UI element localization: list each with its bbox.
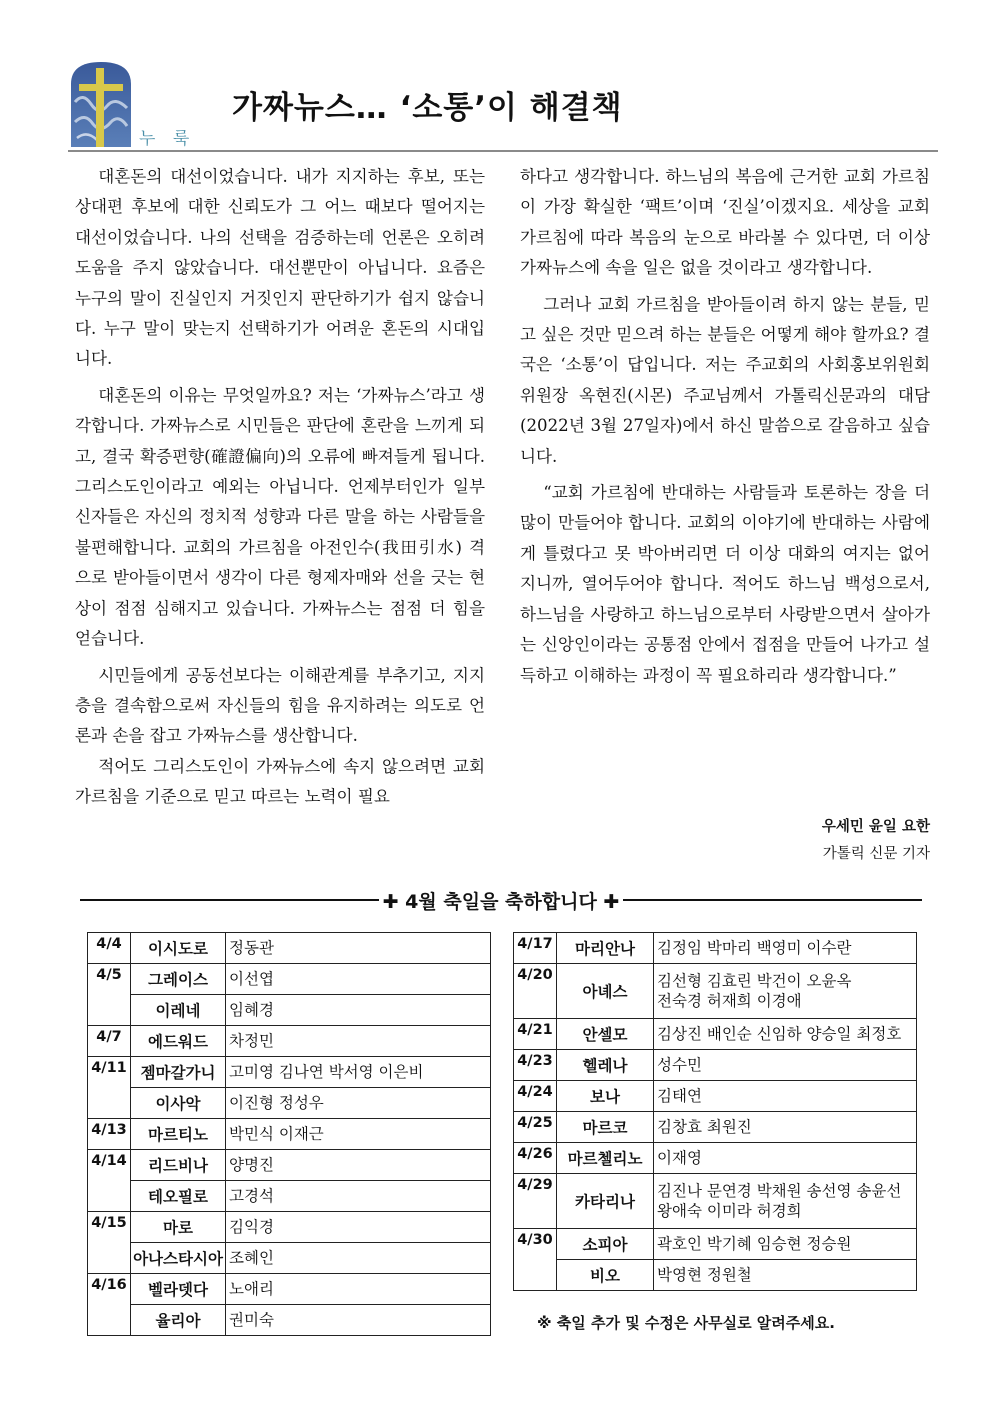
banner-line-right [623,899,922,901]
feast-date: 4/14 [88,1150,131,1212]
feast-row [514,1260,917,1291]
feast-row [514,1143,917,1174]
byline-affiliation: 가톨릭 신문 기자 [822,846,930,862]
feast-names-line: 임혜경 [229,1001,274,1019]
feast-names-line: 김진나 문연경 박채원 송선영 송윤선 [657,1182,902,1200]
feast-date: 4/25 [514,1112,557,1143]
feast-saint: 이사악 [131,1088,226,1119]
article-paragraph: 그러나 교회 가르침을 받아들이려 하지 않는 분들, 믿고 싶은 것만 믿으려 하는 분들은 어떻게 해야 할까요? 결국은 ‘소통’이 답입니다. 저는 주교회의 사회홍보위원회 위원장 옥현진(시몬) 주교님께서 가톨릭신문과의 대담(2022년 3월 27일자)에서 하신 말씀으로 갈음하고 싶습니다. [520,294,930,466]
feast-saint: 테오필로 [131,1181,226,1212]
feast-names-line: 정동관 [229,939,274,957]
feast-names [226,1119,491,1150]
article-paragraph: 대혼돈의 대선이었습니다. 내가 지지하는 후보, 또는 상대편 후보에 대한 신뢰도가 그 어느 때보다 떨어지는 대선이었습니다. 나의 선택을 검증하는데 언론은 오히려 도움을 주지 않았습니다. 대선뿐만이 아닙니다. 요즘은 누구의 말이 진실인지 거짓인지 판단하기가 쉽지 않습니다. 누구 말이 맞는지 선택하기가 어려운 혼돈의 시대입니다. [75,167,485,369]
feast-saint: 보나 [557,1081,654,1112]
feast-date: 4/24 [514,1081,557,1112]
feast-names [226,1212,491,1243]
feast-row [514,1112,917,1143]
feast-names [654,1143,917,1174]
feast-row [88,1088,491,1119]
feast-names-line: 왕애숙 이미라 허경희 [657,1202,802,1220]
feast-names [226,1026,491,1057]
feast-saint: 마로 [131,1212,226,1243]
feast-names [226,995,491,1026]
feast-date: 4/13 [88,1119,131,1150]
feast-row [88,1305,491,1336]
feast-names-line: 이재영 [657,1149,702,1167]
article-paragraph: 적어도 그리스도인이 가짜뉴스에 속지 않으려면 교회 가르침을 기준으로 믿고 따르는 노력이 필요 [75,756,485,807]
feast-saint: 마르티노 [131,1119,226,1150]
feast-table-left [87,932,491,1336]
feast-names [226,1181,491,1212]
feast-names [654,964,917,1019]
article-left-column [75,162,485,819]
feast-names-line: 곽호인 박기혜 임승현 정승원 [657,1235,852,1253]
feast-table-right [513,932,917,1291]
feast-saint: 마르첼리노 [557,1143,654,1174]
feast-names [226,964,491,995]
feast-banner [80,884,922,916]
feast-saint: 아녜스 [557,964,654,1019]
feast-names [654,1050,917,1081]
feast-names-line: 김익경 [229,1218,274,1236]
feast-row [514,1050,917,1081]
church-window-logo-icon [71,62,131,147]
feast-date: 4/4 [88,933,131,964]
byline-author: 우세민 윤일 요한 [821,819,930,835]
feast-row [514,964,917,1019]
feast-row [88,995,491,1026]
feast-saint: 젬마갈가니 [131,1057,226,1088]
feast-names [654,1260,917,1291]
feast-names-line: 김상진 배인순 신임하 양승일 최정호 [657,1025,902,1043]
feast-saint: 소피아 [557,1229,654,1260]
feast-row [88,1274,491,1305]
feast-banner-title: ✚ 4월 축일을 축하합니다 ✚ [382,890,620,913]
feast-row [88,1243,491,1274]
logo-label: 누 룩 [139,129,196,149]
feast-names [226,1305,491,1336]
feast-names [226,1088,491,1119]
feast-names [226,1057,491,1088]
feast-names [654,1174,917,1229]
feast-names [654,1112,917,1143]
feast-names [654,1019,917,1050]
feast-date: 4/11 [88,1057,131,1119]
feast-names [226,1150,491,1181]
feast-note: ※ 축일 추가 및 수정은 사무실로 알려주세요. [537,1314,835,1332]
feast-row [88,1150,491,1181]
feast-date: 4/16 [88,1274,131,1336]
feast-names [226,933,491,964]
feast-row [514,933,917,964]
feast-names [226,1274,491,1305]
feast-date: 4/20 [514,964,557,1019]
banner-line-left [80,899,379,901]
feast-names-line: 고경석 [229,1187,274,1205]
feast-saint: 카타리나 [557,1174,654,1229]
feast-row [88,1181,491,1212]
feast-row [514,1229,917,1260]
feast-saint: 마르코 [557,1112,654,1143]
feast-row [88,1119,491,1150]
byline [822,814,930,868]
feast-names-line: 김태연 [657,1087,702,1105]
article-paragraph: 시민들에게 공동선보다는 이해관계를 부추기고, 지지층을 결속함으로써 자신들의 힘을 유지하려는 의도로 언론과 손을 잡고 가짜뉴스를 생산합니다. [75,665,485,746]
feast-date: 4/30 [514,1229,557,1291]
feast-names-line: 성수민 [657,1056,702,1074]
feast-row [514,1081,917,1112]
feast-names-line: 권미숙 [229,1311,274,1329]
feast-row [514,1019,917,1050]
feast-date: 4/26 [514,1143,557,1174]
feast-saint: 아나스타시아 [131,1243,226,1274]
page-title: 가짜뉴스… ‘소통’이 해결책 [232,90,623,126]
feast-names-line: 이선엽 [229,970,274,988]
header-divider [68,150,938,152]
feast-saint: 리드비나 [131,1150,226,1181]
feast-names-line: 박영현 정원철 [657,1266,752,1284]
feast-names-line: 박민식 이재근 [229,1125,324,1143]
feast-names-line: 차정민 [229,1032,274,1050]
feast-row [514,1174,917,1229]
feast-names-line: 조혜인 [229,1249,274,1267]
feast-names-line: 김정임 박마리 백영미 이수란 [657,939,852,957]
feast-names-line: 전숙경 허재희 이경애 [657,992,802,1010]
feast-names [226,1243,491,1274]
article-paragraph: 대혼돈의 이유는 무엇일까요? 저는 ‘가짜뉴스’라고 생각합니다. 가짜뉴스로 시민들은 판단에 혼란을 느끼게 되고, 결국 확증편향(確證偏向)의 오류에 빠져들게 됩니다. 그리스도인이라고 예외는 아닙니다. 언제부터인가 일부 신자들은 자신의 정치적 성향과 다른 말을 하는 사람들을 불편해합니다. 교회의 가르침을 아전인수(我田引水) 격으로 받아들이면서 생각이 다른 형제자매와 선을 긋는 현상이 점점 심해지고 있습니다. 가짜뉴스는 점점 더 힘을 얻습니다. [75,385,485,649]
feast-saint: 헬레나 [557,1050,654,1081]
feast-date: 4/5 [88,964,131,1026]
feast-row [88,964,491,995]
feast-saint: 에드워드 [131,1026,226,1057]
article-paragraph: “교회 가르침에 반대하는 사람들과 토론하는 장을 더 많이 만들어야 합니다. 교회의 이야기에 반대하는 사람에게 틀렸다고 못 박아버리면 더 이상 대화의 여지는 없어지니까, 열어두어야 합니다. 적어도 하느님 백성으로서, 하느님을 사랑하고 하느님으로부터 사랑받으면서 살아가는 신앙인이라는 공통점 안에서 접점을 만들어 나가고 설득하고 이해하는 과정이 꼭 필요하리라 생각합니다.” [520,483,930,685]
feast-names [654,1229,917,1260]
feast-saint: 그레이스 [131,964,226,995]
feast-row [88,933,491,964]
feast-date: 4/23 [514,1050,557,1081]
feast-names-line: 양명진 [229,1156,274,1174]
feast-names [654,1081,917,1112]
article-paragraph: 하다고 생각합니다. 하느님의 복음에 근거한 교회 가르침이 가장 확실한 ‘팩트’이며 ‘진실’이겠지요. 세상을 교회 가르침에 따라 복음의 눈으로 바라볼 수 있다면, 더 이상 가짜뉴스에 속을 일은 없을 것이라고 생각합니다. [520,167,930,278]
feast-saint: 안셀모 [557,1019,654,1050]
feast-row [88,1057,491,1088]
article-right-column [520,162,930,697]
feast-saint: 이레네 [131,995,226,1026]
feast-saint: 율리아 [131,1305,226,1336]
feast-date: 4/7 [88,1026,131,1057]
feast-saint: 이시도로 [131,933,226,964]
feast-names-line: 이진형 정성우 [229,1094,324,1112]
feast-date: 4/17 [514,933,557,964]
feast-saint: 비오 [557,1260,654,1291]
feast-date: 4/29 [514,1174,557,1229]
feast-names-line: 김창효 최원진 [657,1118,752,1136]
feast-names-line: 고미영 김나연 박서영 이은비 [229,1063,424,1081]
feast-names-line: 김선형 김효린 박건이 오윤옥 [657,972,852,990]
feast-saint: 벨라뎃다 [131,1274,226,1305]
feast-names-line: 노애리 [229,1280,274,1298]
feast-row [88,1026,491,1057]
feast-saint: 마리안나 [557,933,654,964]
feast-row [88,1212,491,1243]
feast-date: 4/21 [514,1019,557,1050]
feast-names [654,933,917,964]
feast-date: 4/15 [88,1212,131,1274]
